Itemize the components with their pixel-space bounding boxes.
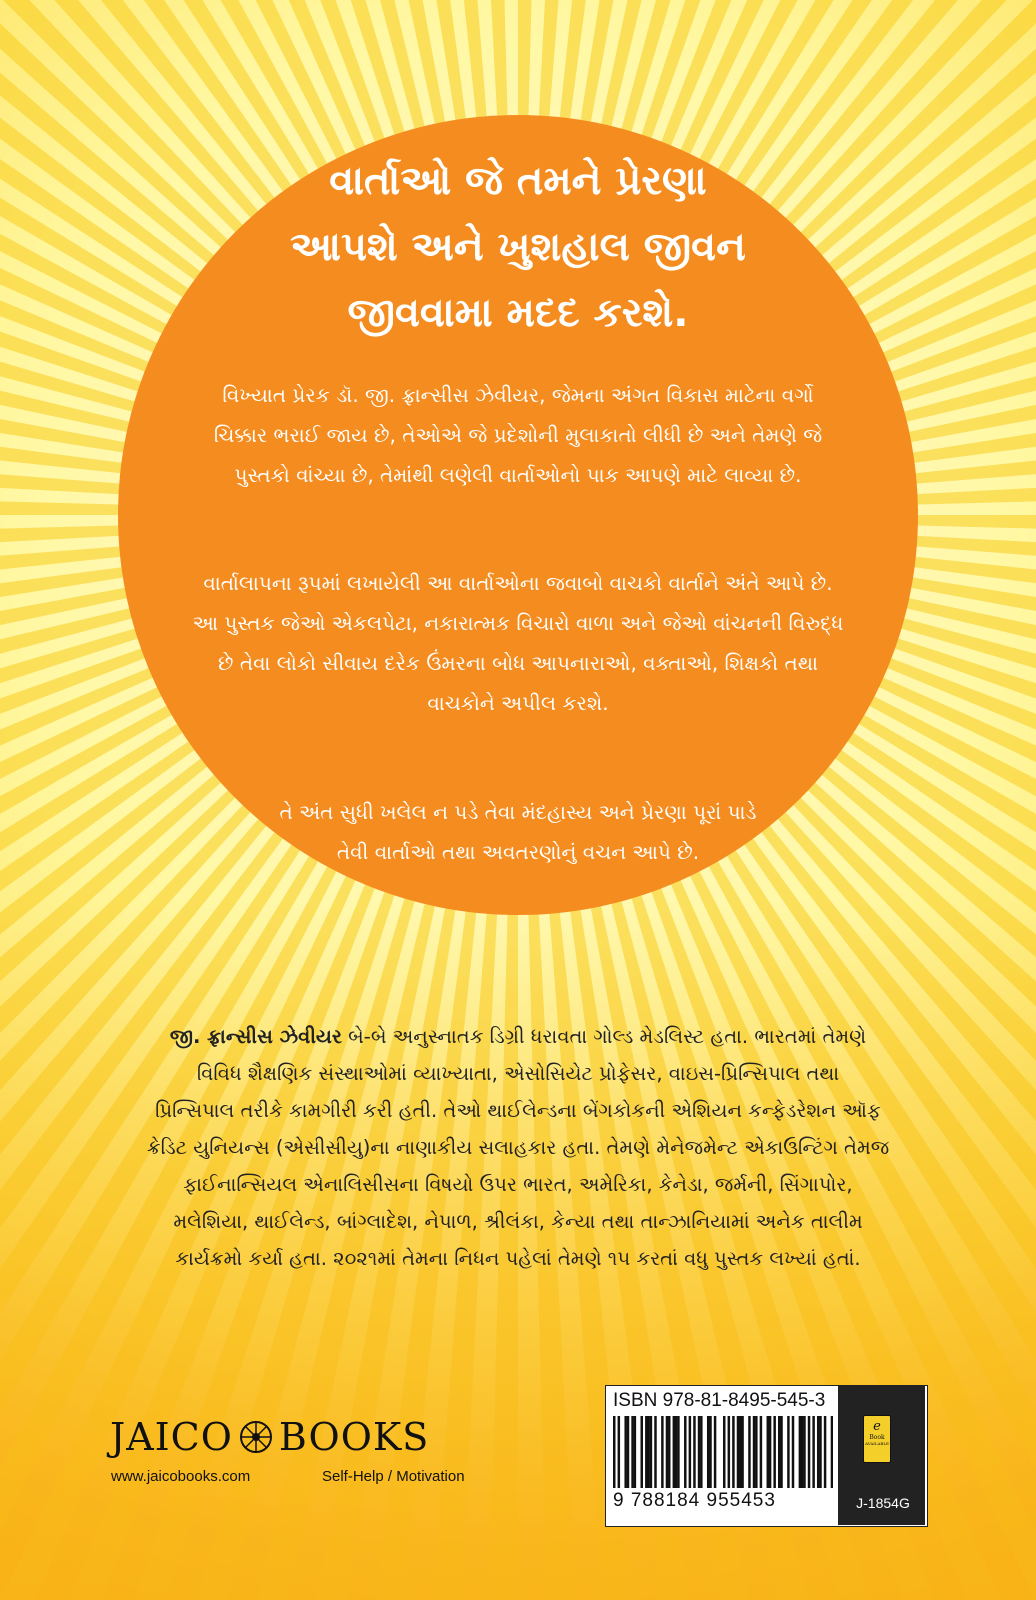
barcode-bar	[819, 1416, 821, 1488]
catalog-code: J-1854G	[856, 1495, 910, 1511]
ebook-letter: e	[873, 1419, 881, 1434]
description-line: તેવી વાર્તાઓ તથા અવતરણોનું વચન આપે છે.	[336, 840, 700, 864]
ebook-word: Book	[869, 1434, 885, 1441]
barcode-bar	[769, 1416, 771, 1488]
barcode-bar	[650, 1416, 652, 1488]
barcode-bar	[641, 1416, 643, 1488]
barcode-bar	[613, 1416, 615, 1488]
barcode-bar	[714, 1416, 716, 1488]
barcode-bar	[767, 1416, 769, 1488]
barcode-bar	[645, 1416, 647, 1488]
barcode-bar	[737, 1416, 739, 1488]
description-line: વાર્તાલાપના રૂપમાં લખાયેલી આ વાર્તાઓના જવાબો વાચકો વાર્તાને અંતે આપે છે.	[203, 571, 833, 595]
description-line: પુસ્તકો વાંચ્યા છે, તેમાંથી લણેલી વાર્તાઓનો પાક આપણે માટે લાવ્યા છે.	[234, 463, 802, 487]
author-bio-line: મલેશિયા, થાઈલેન્ડ, બાંગ્લાદેશ, નેપાળ, શ્રીલંકા, કેન્યા તથા તાન્ઝાનિયામાં અનેક તાલીમ	[173, 1210, 863, 1233]
barcode-bar	[812, 1416, 814, 1488]
barcode-bar	[755, 1416, 757, 1488]
author-bio	[60, 1018, 976, 1277]
barcode-bar	[709, 1416, 711, 1488]
author-name: જી. ફ્રાન્સીસ ઝેવીયર	[169, 1025, 342, 1048]
ebook-status: AVAILABLE	[865, 1441, 889, 1446]
barcode-bar	[732, 1416, 734, 1488]
barcode-bar	[741, 1416, 743, 1488]
barcode-bar	[723, 1416, 725, 1488]
author-bio-line	[60, 1018, 976, 1055]
publisher-website: www.jaicobooks.com	[111, 1468, 251, 1485]
barcode-bar	[668, 1416, 670, 1488]
barcode-bar	[684, 1416, 686, 1488]
barcode-bar	[661, 1416, 663, 1488]
publisher-name-right: BOOKS	[278, 1415, 430, 1459]
barcode-bar	[631, 1416, 633, 1488]
barcode-bar	[778, 1416, 780, 1488]
author-bio-line: કાર્યક્રમો કર્યા હતા. ૨૦૨૧માં તેમના નિધન પહેલાં તેમણે ૧૫ કરતાં વધુ પુસ્તક લખ્યાં હતાં.	[175, 1247, 861, 1270]
barcode-bar	[634, 1416, 636, 1488]
barcode-bar	[627, 1416, 629, 1488]
barcode-bar	[817, 1416, 819, 1488]
headline-line: આપશે અને ખુશહાલ જીવન	[290, 224, 746, 270]
barcode-bar	[801, 1416, 803, 1488]
publisher-name-left: JAICO	[110, 1415, 233, 1459]
barcode-bar	[753, 1416, 755, 1488]
author-bio-line: વિવિધ શૈક્ષણિક સંસ્થાઓમાં વ્યાખ્યાતા, એસોસિયેટ પ્રોફેસર, વાઇસ-પ્રિન્સિપાલ તથા	[196, 1062, 840, 1085]
barcode-bar	[654, 1416, 656, 1488]
barcode-bar	[675, 1416, 677, 1488]
author-bio-line: ફાઈનાન્સિયલ એનાલિસીસના વિષયો ઉપર ભારત, અમેરિકા, કેનેડા, જર્મની, સિંગાપોર,	[183, 1173, 853, 1196]
barcode-bar	[787, 1416, 789, 1488]
description-line: વાચકોને અપીલ કરશે.	[427, 691, 609, 715]
barcode-bar	[780, 1416, 782, 1488]
publisher-logo	[110, 1415, 429, 1459]
barcode-bar	[707, 1416, 709, 1488]
barcode-bars	[613, 1416, 833, 1488]
barcode-bar	[677, 1416, 679, 1488]
barcode-bar	[728, 1416, 730, 1488]
barcode-bar	[700, 1416, 702, 1488]
isbn-label: ISBN 978-81-8495-545-3	[613, 1390, 826, 1411]
author-bio-line: ક્રેડિટ યુનિયન્સ (એસીસીયુ)ના નાણાકીય સલાહકાર હતા. તેમણે મેનેજમેન્ટ એકાઉન્ટિંગ તેમજ	[146, 1136, 890, 1159]
barcode-bar	[792, 1416, 794, 1488]
barcode-bar	[824, 1416, 826, 1488]
barcode-bar	[831, 1416, 833, 1488]
description-paragraph-3	[118, 792, 918, 872]
description-line: આ પુસ્તક જેઓ એકલપેટા, નકારાત્મક વિચારો વાળા અને જેઓ વાંચનની વિરુદ્ધ	[192, 611, 844, 635]
barcode-bar	[618, 1416, 620, 1488]
barcode-bar	[624, 1416, 626, 1488]
barcode-bar	[693, 1416, 695, 1488]
author-bio-line: પ્રિન્સિપાલ તરીકે કામગીરી કરી હતી. તેઓ થાઈલેન્ડના બેંગકોકની એશિયન કન્ફેડરેશન ઑફ	[155, 1099, 881, 1122]
description-line: ચિક્કાર ભરાઈ જાય છે, તેઓએ જે પ્રદેશોની મુલાકાતો લીધી છે અને તેમણે જે	[213, 423, 823, 447]
description-paragraph-1	[118, 375, 918, 495]
barcode-bar	[647, 1416, 649, 1488]
barcode-bar	[748, 1416, 750, 1488]
barcode-digits: 9 788184 955453	[613, 1490, 776, 1511]
barcode-bar	[689, 1416, 691, 1488]
barcode-bar	[760, 1416, 762, 1488]
description-line: તે અંત સુધી ખલેલ ન પડે તેવા મંદહાસ્ય અને પ્રેરણા પૂરાં પાડે	[279, 800, 757, 824]
book-category: Self-Help / Motivation	[322, 1468, 465, 1485]
barcode-bar	[739, 1416, 741, 1488]
author-bio-text: બે-બે અનુસ્નાતક ડિગ્રી ધરાવતા ગોલ્ડ મેડલિસ્ટ હતા. ભારતમાં તેમણે	[341, 1025, 867, 1048]
headline	[168, 148, 868, 346]
barcode-bar	[698, 1416, 700, 1488]
description-line: વિખ્યાત પ્રેરક ડૉ. જી. ફ્રાન્સીસ ઝેવીયર, જેમના અંગત વિકાસ માટેના વર્ગો	[222, 383, 814, 407]
headline-line: વાર્તાઓ જે તમને પ્રેરણા	[329, 158, 707, 204]
barcode-bar	[799, 1416, 801, 1488]
description-line: છે તેવા લોકો સીવાય દરેક ઉંમરના બોધ આપનારાઓ, વક્તાઓ, શિક્ષકો તથા	[218, 651, 818, 675]
barcode-bar	[666, 1416, 668, 1488]
barcode-bar	[808, 1416, 810, 1488]
description-paragraph-2	[118, 563, 918, 723]
barcode-bar	[773, 1416, 775, 1488]
barcode-bar	[803, 1416, 805, 1488]
ebook-icon	[863, 1415, 891, 1463]
headline-line: જીવવામા મદદ કરશે.	[347, 290, 689, 336]
barcode-bar	[673, 1416, 675, 1488]
wheel-icon	[239, 1420, 273, 1454]
